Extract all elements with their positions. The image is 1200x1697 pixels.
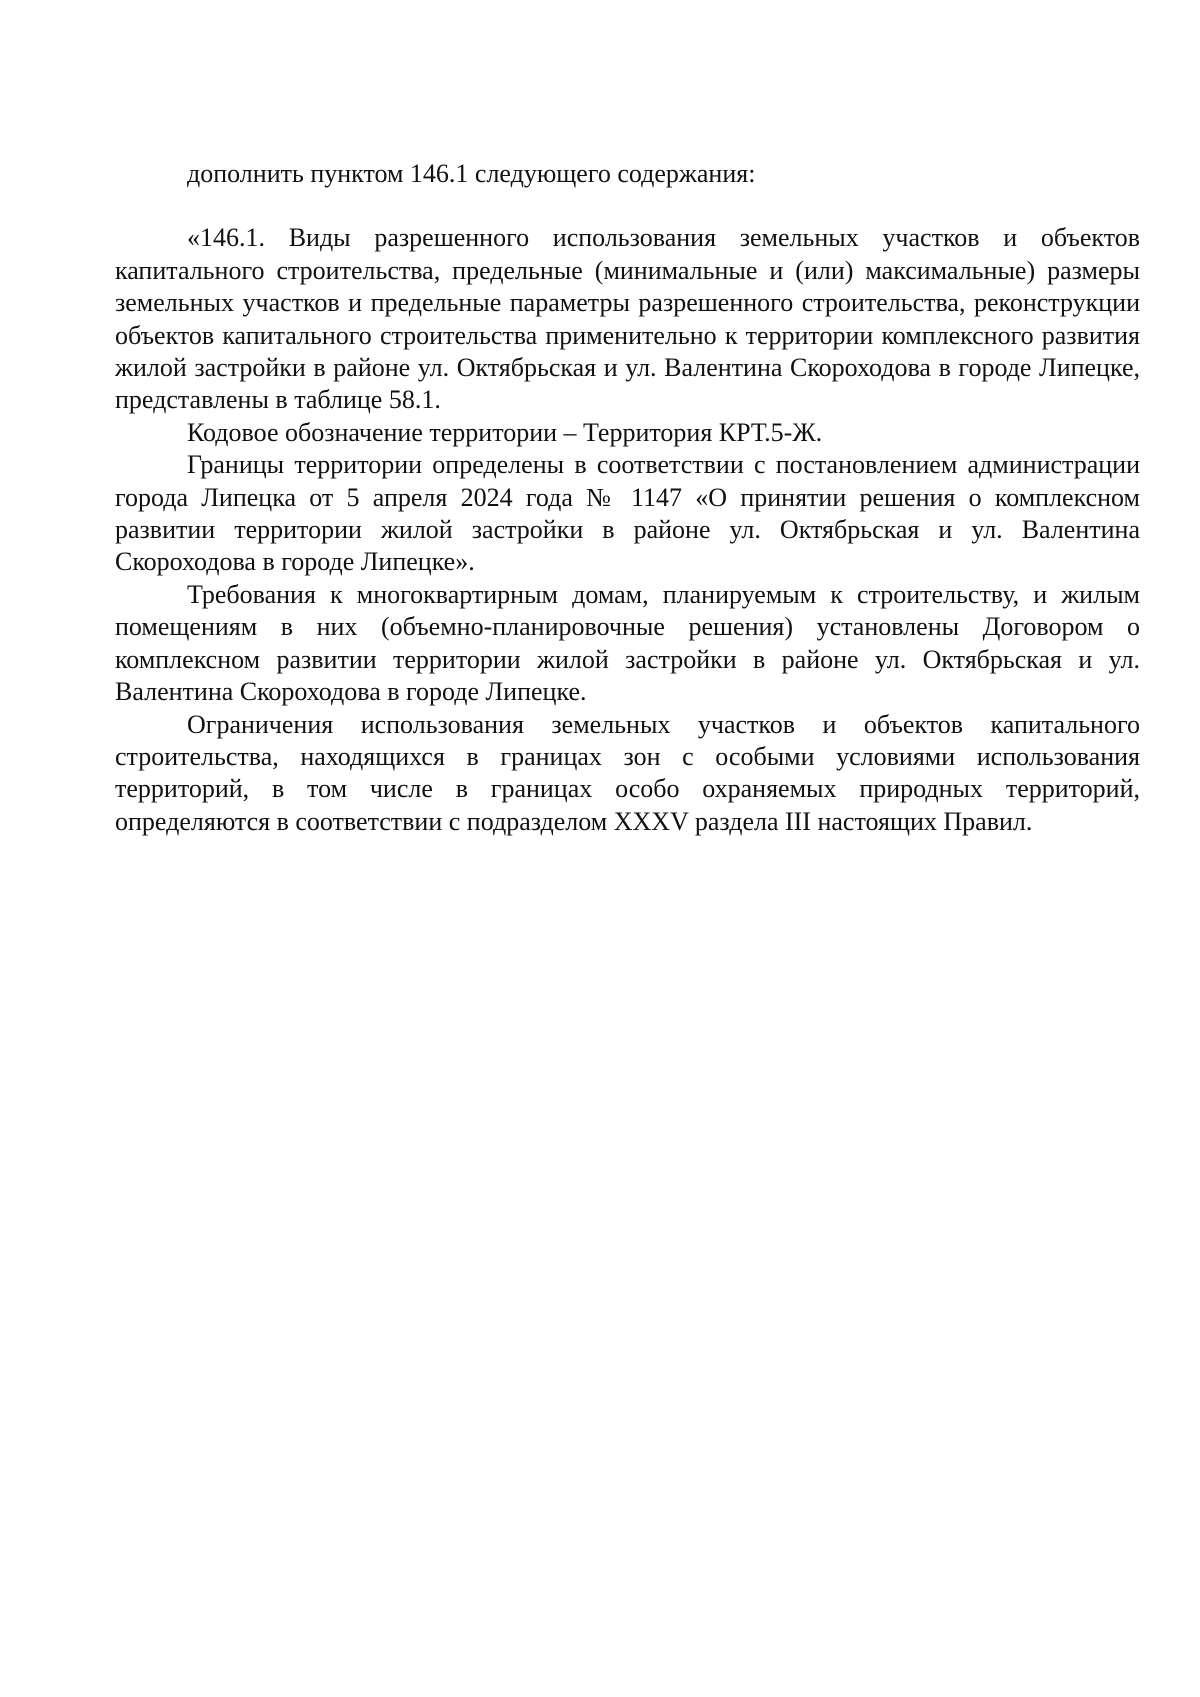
paragraph-boundaries: Границы территории определены в соответствии с постановлением администрации города Липецка от 5 апреля 2024 года № 1147 «О принятии решения о комплексном развитии территории жилой застройки в районе ул. Октябрьская и ул. Валентина Скороходова в городе Липецке».	[115, 450, 1140, 577]
paragraph-146-1: «146.1. Виды разрешенного использования земельных участков и объектов капитального строительства, предельные (минимальные и (или) максимальные) размеры земельных участков и предельные параметры разрешенного строительства, реконструкции объектов капитального строительства применительно к территории комплексного развития жилой застройки в районе ул. Октябрьская и ул. Валентина Скороходова в городе Липецке, представлены в таблице 58.1.	[115, 223, 1140, 415]
paragraph-code-designation: Кодовое обозначение территории – Территория КРТ.5-Ж.	[187, 417, 823, 447]
intro-paragraph: дополнить пунктом 146.1 следующего содержания:	[187, 159, 756, 188]
paragraph-restrictions: Ограничения использования земельных участков и объектов капитального строительства, находящихся в границах зон с особыми условиями использования территорий, в том числе в границах особо охраняемых природных территорий, определяются в соответствии с подразделом XXXV раздела III настоящих Правил.	[115, 709, 1140, 836]
paragraph-requirements: Требования к многоквартирным домам, планируемым к строительству, и жилым помещениям в них (объемно-планировочные решения) установлены Договором о комплексном развитии территории жилой застройки в районе ул. Октябрьская и ул. Валентина Скороходова в городе Липецке.	[115, 579, 1140, 707]
document-body	[115, 158, 1140, 838]
